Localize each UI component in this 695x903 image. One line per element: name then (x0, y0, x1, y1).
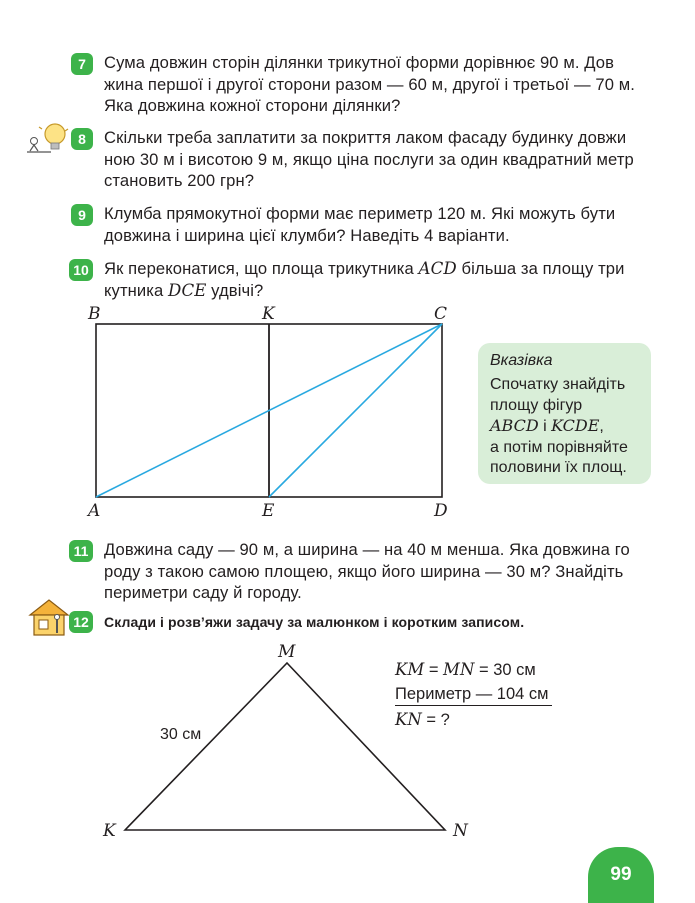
task-number-11: 11 (69, 540, 93, 562)
task-8-text: Скільки треба заплатити за покриття лаком фасаду будинку довжи ною 30 м і висотою 9 м, якщо ціна послуги за один квадратний метр становить 200 грн? (104, 128, 634, 190)
short-notes: KM = MN = 30 см Периметр — 104 см KN = ? (395, 657, 552, 732)
hint-text: Спочатку знайдіть площу фігур ABCD і KCDE, а потім порівняйте половини їх площ. (490, 376, 628, 476)
label-a: A (88, 501, 101, 521)
task-number-12: 12 (69, 611, 93, 633)
task-number-10: 10 (69, 259, 93, 281)
task-7-text: Сума довжин сторін ділянки трикутної форми дорівнює 90 м. Дов жина першої і другої сторони разом — 60 м, другої і третьої — 70 м. Яка довжина кожної сторони ділянки? (104, 53, 635, 115)
task-number-7: 7 (71, 53, 93, 75)
label-d: D (434, 501, 448, 521)
label-b: B (88, 304, 101, 324)
task-number-9: 9 (71, 204, 93, 226)
task-12-text: Склади і розв’яжи задачу за малюнком і коротким записом. (104, 614, 525, 630)
label-k: K (262, 304, 275, 324)
side-km-label: 30 см (160, 726, 202, 743)
hint-title: Вказівка (490, 352, 553, 369)
label-m: M (278, 642, 296, 662)
task-10-text: Як переконатися, що площа трикутника ACD більша за площу три кутника DCE удвічі? (104, 259, 625, 300)
perimeter-note: Периметр — 104 см (395, 684, 552, 706)
page-number: 99 (588, 847, 654, 903)
label-c: C (434, 304, 448, 324)
task-number-8: 8 (71, 128, 93, 150)
task-11-text: Довжина саду — 90 м, а ширина — на 40 м менша. Яка довжина го роду з такою самою площею, якщо його ширина — 30 м? Знайдіть периметри саду й городу. (104, 540, 630, 602)
task-9-text: Клумба прямокутної форми має периметр 120 м. Які можуть бути довжина і ширина цієї клумби? Наведіть 4 варіанти. (104, 204, 616, 245)
label-n: N (453, 821, 468, 841)
label-k-triangle: K (103, 821, 116, 841)
label-e: E (262, 501, 275, 521)
